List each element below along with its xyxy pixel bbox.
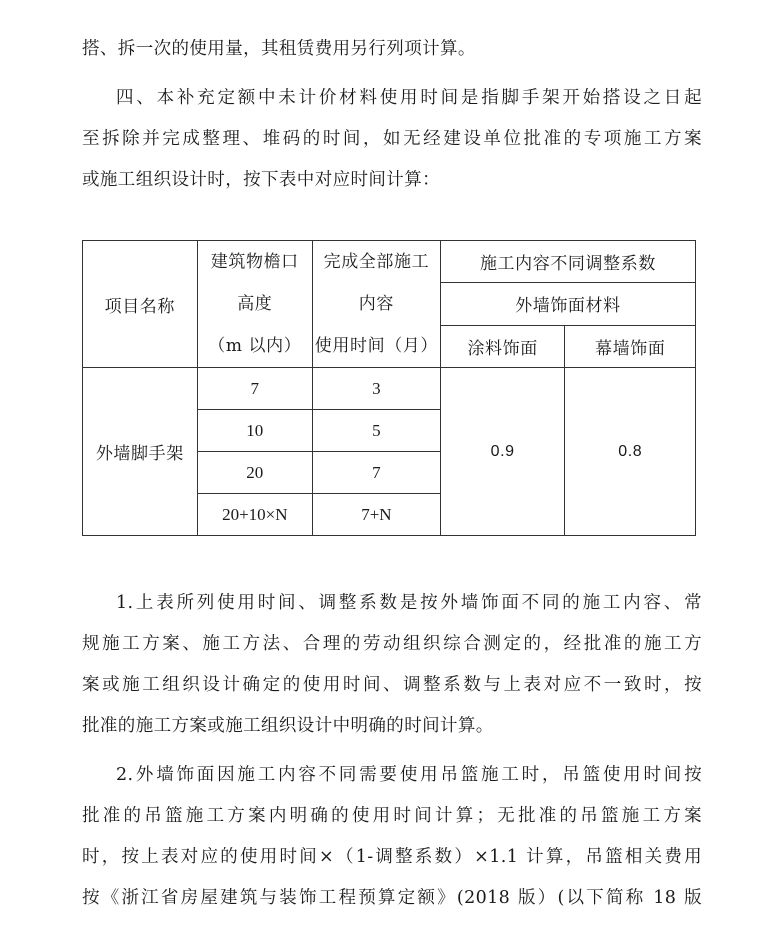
header-eave-height xyxy=(197,241,312,368)
height-cell: 20 xyxy=(197,452,312,494)
header-adjustment-coefficient: 施工内容不同调整系数 xyxy=(440,241,695,283)
coating-coefficient: 0.9 xyxy=(440,368,565,536)
note-two-line-1: 2.外墙饰面因施工内容不同需要使用吊篮施工时，吊篮使用时间按 xyxy=(116,765,702,785)
usage-time-table xyxy=(82,240,696,536)
header-eave-height-line-1: 建筑物檐口 xyxy=(210,252,299,272)
note-two-line-2: 批准的吊篮施工方案内明确的使用时间计算；无批准的吊篮施工方案 xyxy=(82,806,702,826)
header-eave-height-line-3: （m 以内） xyxy=(208,336,302,356)
project-exterior-scaffold: 外墙脚手架 xyxy=(83,368,198,536)
header-coating-finish: 涂料饰面 xyxy=(440,325,565,367)
header-usage-time-line-3: 使用时间（月） xyxy=(314,336,438,356)
note-one-line-1: 1.上表所列使用时间、调整系数是按外墙饰面不同的施工内容、常 xyxy=(116,593,702,613)
header-curtain-wall-finish: 幕墙饰面 xyxy=(565,325,696,367)
height-cell: 20+10×N xyxy=(197,494,312,536)
curtain-coefficient: 0.8 xyxy=(565,368,696,536)
note-one-line-3: 案或施工组织设计确定的使用时间、调整系数与上表对应不一致时，按 xyxy=(82,675,702,695)
time-cell: 5 xyxy=(312,410,440,452)
header-project-name: 项目名称 xyxy=(83,241,198,368)
clause-four-line-3: 或施工组织设计时，按下表中对应时间计算： xyxy=(82,170,440,190)
height-cell: 7 xyxy=(197,368,312,410)
note-one-line-4: 批准的施工方案或施工组织设计中明确的时间计算。 xyxy=(82,716,494,736)
header-exterior-finish-material: 外墙饰面材料 xyxy=(440,283,695,325)
note-one-line-2: 规施工方案、施工方法、合理的劳动组织综合测定的，经批准的施工方 xyxy=(82,634,702,654)
header-usage-time-line-1: 完成全部施工 xyxy=(323,252,430,272)
time-cell: 7 xyxy=(312,452,440,494)
clause-four-line-1: 四、本补充定额中未计价材料使用时间是指脚手架开始搭设之日起 xyxy=(116,88,702,108)
note-two-line-3: 时，按上表对应的使用时间×（1-调整系数）×1.1 计算，吊篮相关费用 xyxy=(82,847,702,867)
paragraph-continuation: 搭、拆一次的使用量，其租赁费用另行列项计算。 xyxy=(82,39,476,59)
note-two-line-4: 按《浙江省房屋建筑与装饰工程预算定额》(2018 版）(以下简称 18 版 xyxy=(82,888,702,908)
header-eave-height-line-2: 高度 xyxy=(237,294,273,314)
time-cell: 3 xyxy=(312,368,440,410)
height-cell: 10 xyxy=(197,410,312,452)
clause-four-line-2: 至拆除并完成整理、堆码的时间，如无经建设单位批准的专项施工方案 xyxy=(82,129,702,149)
header-usage-time xyxy=(312,241,440,368)
header-usage-time-line-2: 内容 xyxy=(358,294,394,314)
time-cell: 7+N xyxy=(312,494,440,536)
